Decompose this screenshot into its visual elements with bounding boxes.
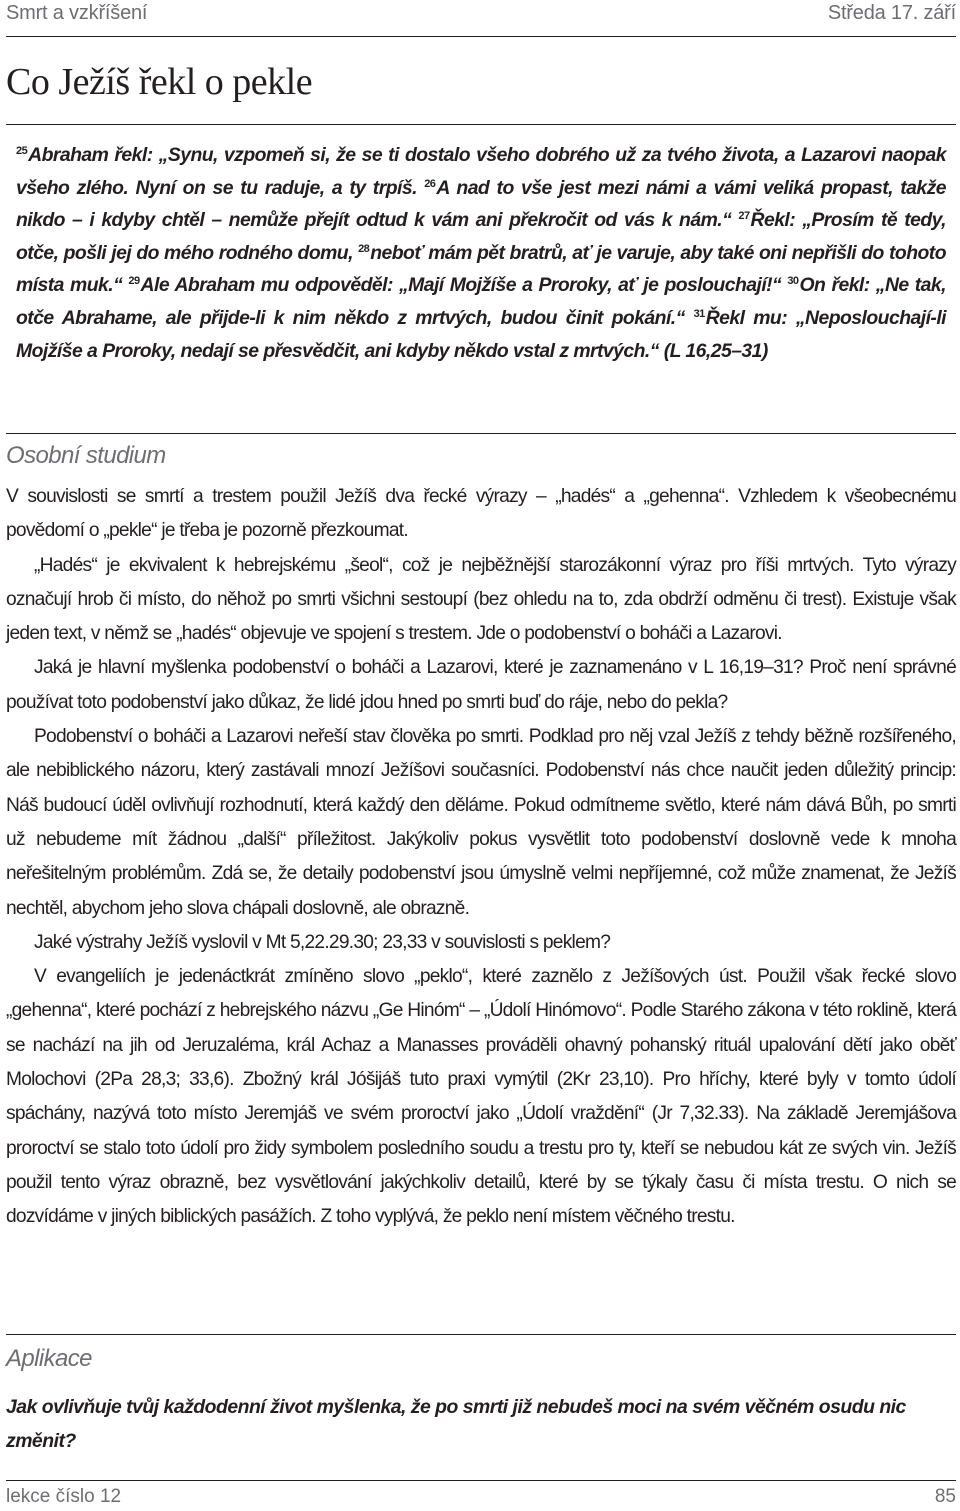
study-body	[6, 480, 956, 1235]
paragraph: „Hadés“ je ekvivalent k hebrejskému „šeol“, což je nejběžnější starozákonní výraz pro říši mrtvých. Tyto výrazy označují hrob či místo, do něhož po smrti všichni sestoupí (bez ohledu na to, zda obdrží odměnu či trest). Existuje však jeden text, v němž se „hadés“ objevuje ve spojení s trestem. Jde o podobenství o boháči a Lazarovi.	[6, 554, 956, 645]
header-rule	[6, 36, 956, 37]
page-title: Co Ježíš řekl o pekle	[6, 61, 313, 103]
lesson-number: lekce číslo 12	[6, 1486, 122, 1507]
bible-passage-box	[6, 124, 956, 434]
verse-number: 26	[424, 177, 436, 190]
verse-number: 28	[358, 242, 370, 255]
page	[6, 0, 956, 1511]
paragraph: V souvislosti se smrtí a trestem použil Ježíš dva řecké výrazy – „hadés“ a „gehenna“. Vzhledem k všeobecnému povědomí o „pekle“ je třeba je pozorně přezkoumat.	[6, 486, 956, 542]
running-header	[6, 2, 956, 30]
verse-text: A nad to vše jest mezi námi a vámi veliká propast, takže nikdo – i kdyby chtěl – nemůže přejít odtud k vám ani překročit od vás k nám.“	[16, 176, 946, 232]
question-paragraph: Jaké výstrahy Ježíš vyslovil v Mt 5,22.29.30; 23,33 v souvislosti s peklem?	[34, 931, 611, 953]
verse-text: Řekl: „Prosím tě tedy, otče, pošli jej do mého rodného domu,	[16, 209, 946, 264]
study-heading: Osobní studium	[6, 442, 166, 469]
paragraph: Podobenství o boháči a Lazarovi neřeší stav člověka po smrti. Podklad pro něj vzal Ježíš z tehdy běžně rozšířeného, ale nebiblického názoru, který zastávali mnozí Ježíšovi současníci. Podobenství nás chce naučit jeden důležitý princip: Náš budoucí úděl ovlivňují rozhodnutí, která každý den děláme. Pokud odmítneme světlo, které nám dává Bůh, po smrti už nebudeme mít žádnou „další“ příležitost. Jakýkoliv pokus vysvětlit toto podobenství doslovně vede k mnoha neřešitelným problémům. Zdá se, že detaily podobenství jsou úmyslně velmi nepříjemné, což může znamenat, že Ježíš nechtěl, abychom jeho slova chápali doslovně, ale obrazně.	[6, 726, 956, 919]
section-rule	[6, 1334, 956, 1335]
day-label: Středa 17. září	[827, 2, 956, 24]
page-number: 85	[934, 1486, 956, 1507]
verse-number: 29	[128, 275, 140, 288]
verse-text: neboť mám pět bratrů, ať je varuje, aby také oni nepřišli do tohoto místa muk.“	[16, 241, 946, 297]
verse-text: Abraham řekl: „Synu, vzpomeň si, že se ti dostalo všeho dobrého už za tvého života, a Lazarovi naopak všeho zlého. Nyní on se tu raduje, a ty trpíš.	[16, 144, 946, 199]
verse-number: 30	[787, 275, 799, 288]
verse-text: On řekl: „Ne tak, otče Abrahame, ale přijde-li k nim někdo z mrtvých, budou činit pokání.“	[16, 274, 946, 329]
bible-passage	[16, 139, 946, 367]
verse-number: 25	[16, 145, 28, 157]
verse-number: 31	[693, 307, 705, 320]
question-paragraph: Jaká je hlavní myšlenka podobenství o boháči a Lazarovi, které je zaznamenáno v L 16,19–31? Proč není správné používat toto podobenství jako důkaz, že lidé jdou hned po smrti buď do ráje, nebo do pekla?	[6, 657, 956, 713]
verse-number: 27	[738, 210, 750, 223]
paragraph: V evangeliích je jedenáctkrát zmíněno slovo „peklo“, které zaznělo z Ježíšových úst. Použil však řecké slovo „gehenna“, které pochází z hebrejského názvu „Ge Hinóm“ – „Údolí Hinómovo“. Podle Starého zákona v této roklině, která se nachází na jih od Jeruzaléma, král Achaz a Manasses prováděli ohavný pohanský rituál upalování dětí jako oběť Molochovi (2Pa 28,3; 33,6). Zbožný král Jóšijáš tuto praxi vymýtil (2Kr 23,10). Pro hříchy, které byly v tomto údolí spáchány, nazývá toto místo Jeremjáš ve svém proroctví jako „Údolí vraždění“ (Jr 7,32.33). Na základě Jeremjášova proroctví se stalo toto údolí pro židy symbolem posledního soudu a trestu pro ty, kteří se nebudou kát ze svých vin. Ježíš použil tento výraz obrazně, bez vysvětlování jakýchkoliv detailů, které by se týkaly času či místa trestu. O nich se dozvídáme v jiných biblických pasážích. Z toho vyplývá, že peklo není místem věčného trestu.	[6, 966, 956, 1228]
section-title: Smrt a vzkříšení	[6, 2, 148, 24]
application-heading: Aplikace	[6, 1345, 92, 1372]
verse-text: Řekl mu: „Neposlouchají-li Mojžíše a Proroky, nedají se přesvědčit, ani kdyby někdo vstal z mrtvých.“ (L 16,25–31)	[16, 306, 946, 362]
footer	[6, 1486, 956, 1508]
footer-rule	[6, 1480, 956, 1481]
verse-text: Ale Abraham mu odpověděl: „Mají Mojžíše a Proroky, ať je poslouchají!“	[140, 274, 782, 297]
application-question: Jak ovlivňuje tvůj každodenní život myšlenka, že po smrti již nebudeš moci na svém věčném osudu nic změnit?	[6, 1396, 906, 1452]
